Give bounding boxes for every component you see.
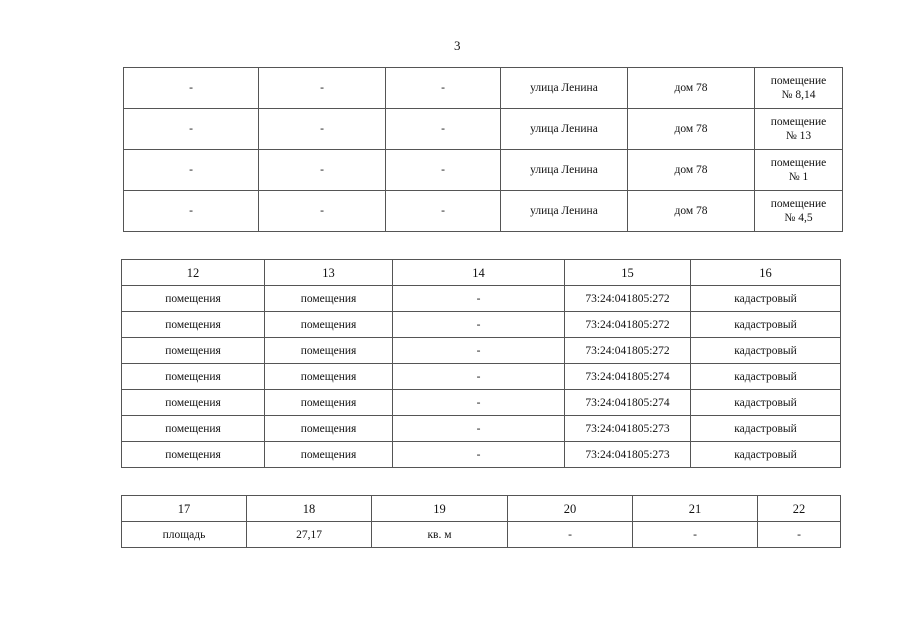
premises-cell [755, 191, 843, 232]
table-cell: - [259, 191, 386, 232]
premises-number: № 8,14 [781, 89, 816, 101]
column-number: 12 [122, 260, 265, 286]
table-cell: кадастровый [691, 312, 841, 338]
table-cell: помещения [265, 390, 393, 416]
table-row [122, 312, 841, 338]
table-cell: - [124, 68, 259, 109]
table-cell: кадастровый [691, 286, 841, 312]
table-cell: 73:24:041805:274 [565, 364, 691, 390]
column-number: 16 [691, 260, 841, 286]
table-cell: - [393, 442, 565, 468]
table-row [124, 191, 843, 232]
table-cell: улица Ленина [501, 109, 628, 150]
column-number: 21 [633, 496, 758, 522]
column-number: 20 [508, 496, 633, 522]
table-cell: помещения [265, 416, 393, 442]
table-cell: 73:24:041805:272 [565, 338, 691, 364]
table-cell: кадастровый [691, 390, 841, 416]
premises-number: № 13 [785, 130, 812, 142]
table-row [122, 338, 841, 364]
table-cell: помещения [122, 364, 265, 390]
table-cell: - [386, 150, 501, 191]
table-cell: площадь [122, 522, 247, 548]
table-cell: 73:24:041805:273 [565, 442, 691, 468]
table-cell: кадастровый [691, 416, 841, 442]
table-cell: кадастровый [691, 442, 841, 468]
column-number: 15 [565, 260, 691, 286]
table-cell: - [393, 338, 565, 364]
table-cell: - [393, 390, 565, 416]
table-cell: улица Ленина [501, 191, 628, 232]
table-cell: - [124, 150, 259, 191]
table-cell: - [124, 109, 259, 150]
table-row [122, 390, 841, 416]
premises-cell [755, 68, 843, 109]
address-table [123, 67, 843, 232]
table-cell: кадастровый [691, 364, 841, 390]
table-cell: - [758, 522, 841, 548]
header-row [122, 260, 841, 286]
table-cell: помещения [122, 312, 265, 338]
table-cell: помещения [122, 390, 265, 416]
table-cell: - [259, 150, 386, 191]
table-cell: помещения [122, 338, 265, 364]
page-number: 3 [454, 38, 461, 53]
table-row [122, 416, 841, 442]
table-cell: - [393, 416, 565, 442]
cadastral-table [121, 259, 841, 468]
column-number: 13 [265, 260, 393, 286]
table-cell: помещения [122, 286, 265, 312]
table-cell: 73:24:041805:273 [565, 416, 691, 442]
table-cell: улица Ленина [501, 150, 628, 191]
table-cell: кадастровый [691, 338, 841, 364]
table-cell: - [259, 109, 386, 150]
table-cell: дом 78 [628, 191, 755, 232]
premises-label: помещение [770, 157, 827, 169]
premises-label: помещение [770, 116, 827, 128]
table-row [124, 68, 843, 109]
table-row [124, 109, 843, 150]
table-cell: дом 78 [628, 68, 755, 109]
table-cell: 73:24:041805:272 [565, 312, 691, 338]
premises-label: помещение [770, 198, 827, 210]
table-cell: - [393, 286, 565, 312]
table-cell: улица Ленина [501, 68, 628, 109]
premises-number: № 1 [788, 171, 809, 183]
table-row [122, 286, 841, 312]
column-number: 14 [393, 260, 565, 286]
table-cell: помещения [122, 442, 265, 468]
table-cell: дом 78 [628, 109, 755, 150]
table-cell: - [386, 68, 501, 109]
column-number: 18 [247, 496, 372, 522]
table-cell: помещения [265, 338, 393, 364]
table-cell: - [259, 68, 386, 109]
premises-label: помещение [770, 75, 827, 87]
table-cell: 73:24:041805:272 [565, 286, 691, 312]
table-cell: - [393, 364, 565, 390]
table-row [122, 522, 841, 548]
column-number: 17 [122, 496, 247, 522]
table-cell: помещения [265, 312, 393, 338]
table-cell: кв. м [372, 522, 508, 548]
table-row [122, 442, 841, 468]
table-cell: - [508, 522, 633, 548]
table-cell: помещения [265, 286, 393, 312]
table-row [124, 150, 843, 191]
table-cell: - [124, 191, 259, 232]
table-row [122, 364, 841, 390]
column-number: 19 [372, 496, 508, 522]
table-cell: помещения [122, 416, 265, 442]
table-cell: помещения [265, 364, 393, 390]
header-row [122, 496, 841, 522]
table-cell: помещения [265, 442, 393, 468]
table-cell: дом 78 [628, 150, 755, 191]
premises-cell [755, 109, 843, 150]
table-cell: - [393, 312, 565, 338]
table-cell: 73:24:041805:274 [565, 390, 691, 416]
column-number: 22 [758, 496, 841, 522]
table-cell: - [633, 522, 758, 548]
table-cell: - [386, 191, 501, 232]
premises-cell [755, 150, 843, 191]
table-cell: - [386, 109, 501, 150]
table-cell: 27,17 [247, 522, 372, 548]
premises-number: № 4,5 [784, 212, 813, 224]
area-table [121, 495, 841, 548]
